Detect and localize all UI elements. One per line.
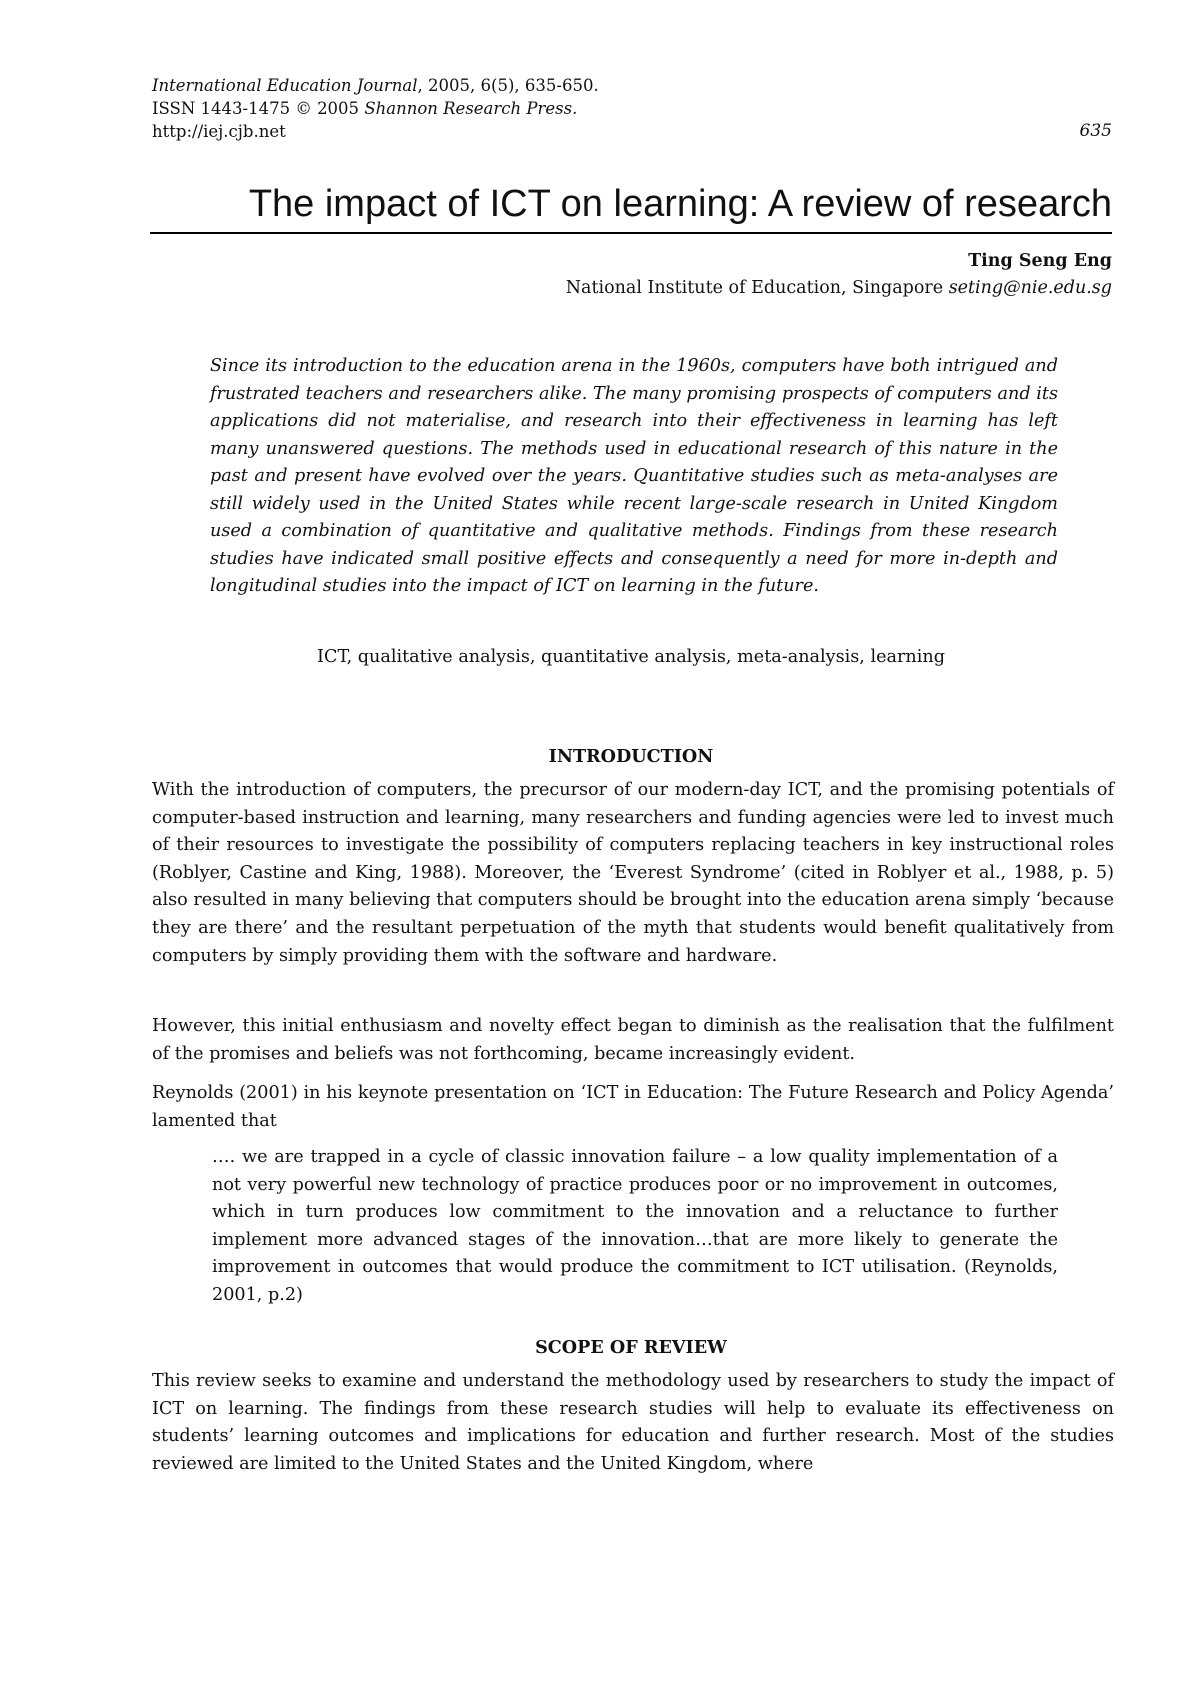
journal-title: International Education Journal: [152, 76, 418, 95]
scope-paragraph: This review seeks to examine and understand the methodology used by researchers to study the impact of ICT on learning. The findings from these research studies will help to evaluate its effectiveness on students’ learning outcomes and implications for education and further research. Most of the studies reviewed are limited to the United States and the United Kingdom, where: [152, 1371, 1114, 1474]
author-affiliation-line: [566, 278, 1112, 298]
keywords: ICT, qualitative analysis, quantitative analysis, meta-analysis, learning: [317, 647, 945, 667]
page-number: 635: [1079, 121, 1112, 141]
author-affiliation: National Institute of Education, Singapore: [565, 278, 944, 298]
section-heading-introduction: INTRODUCTION: [548, 746, 714, 767]
journal-citation: [152, 76, 599, 96]
journal-url[interactable]: http://iej.cjb.net: [152, 122, 286, 141]
section-heading-scope: SCOPE OF REVIEW: [535, 1337, 727, 1358]
issn-line: [152, 99, 577, 119]
abstract: Since its introduction to the education arena in the 1960s, computers have both intrigued and frustrated teachers and researchers alike. The many promising prospects of computers and its applications did not materialise, and research into their effectiveness in learning has left many unanswered questions. The methods used in educational research of this nature in the past and present have evolved over the years. Quantitative studies such as meta-analyses are still widely used in the United States while recent large-scale research in United Kingdom used a combination of quantitative and qualitative methods. Findings from these research studies have indicated small positive effects and consequently a need for more in-depth and longitudinal studies into the impact of ICT on learning in the future.: [210, 356, 1058, 596]
issn: ISSN 1443-1475 © 2005: [152, 99, 365, 118]
intro-paragraph-3: Reynolds (2001) in his keynote presentation on ‘ICT in Education: The Future Research and Policy Agenda’ lamented that: [152, 1083, 1114, 1131]
author-email[interactable]: seting@nie.edu.sg: [948, 278, 1112, 298]
intro-paragraph-2: However, this initial enthusiasm and novelty effect began to diminish as the realisation that the fulfilment of the promises and beliefs was not forthcoming, became increasingly evident.: [152, 1016, 1114, 1064]
paper-title: The impact of ICT on learning: A review of research: [150, 184, 1112, 234]
block-quote: …. we are trapped in a cycle of classic innovation failure – a low quality implementation of a not very powerful new technology of practice produces poor or no improvement in outcomes, which in turn produces low commitment to the innovation and a reluctance to further implement more advanced stages of the innovation…that are more likely to generate the improvement in outcomes that would produce the commitment to ICT utilisation. (Reynolds, 2001, p.2): [212, 1147, 1058, 1305]
intro-paragraph-1: With the introduction of computers, the precursor of our modern-day ICT, and the promising potentials of computer-based instruction and learning, many researchers and funding agencies were led to invest much of their resources to investigate the possibility of computers replacing teachers in key instructional roles (Roblyer, Castine and King, 1988). Moreover, the ‘Everest Syndrome’ (cited in Roblyer et al., 1988, p. 5) also resulted in many believing that computers should be brought into the education arena simply ‘because they are there’ and the resultant perpetuation of the myth that students would benefit qualitatively from computers by simply providing them with the software and hardware.: [152, 780, 1114, 966]
author-name: Ting Seng Eng: [968, 251, 1112, 271]
publisher: Shannon Research Press.: [364, 99, 578, 118]
journal-issue: , 2005, 6(5), 635-650.: [417, 76, 599, 95]
